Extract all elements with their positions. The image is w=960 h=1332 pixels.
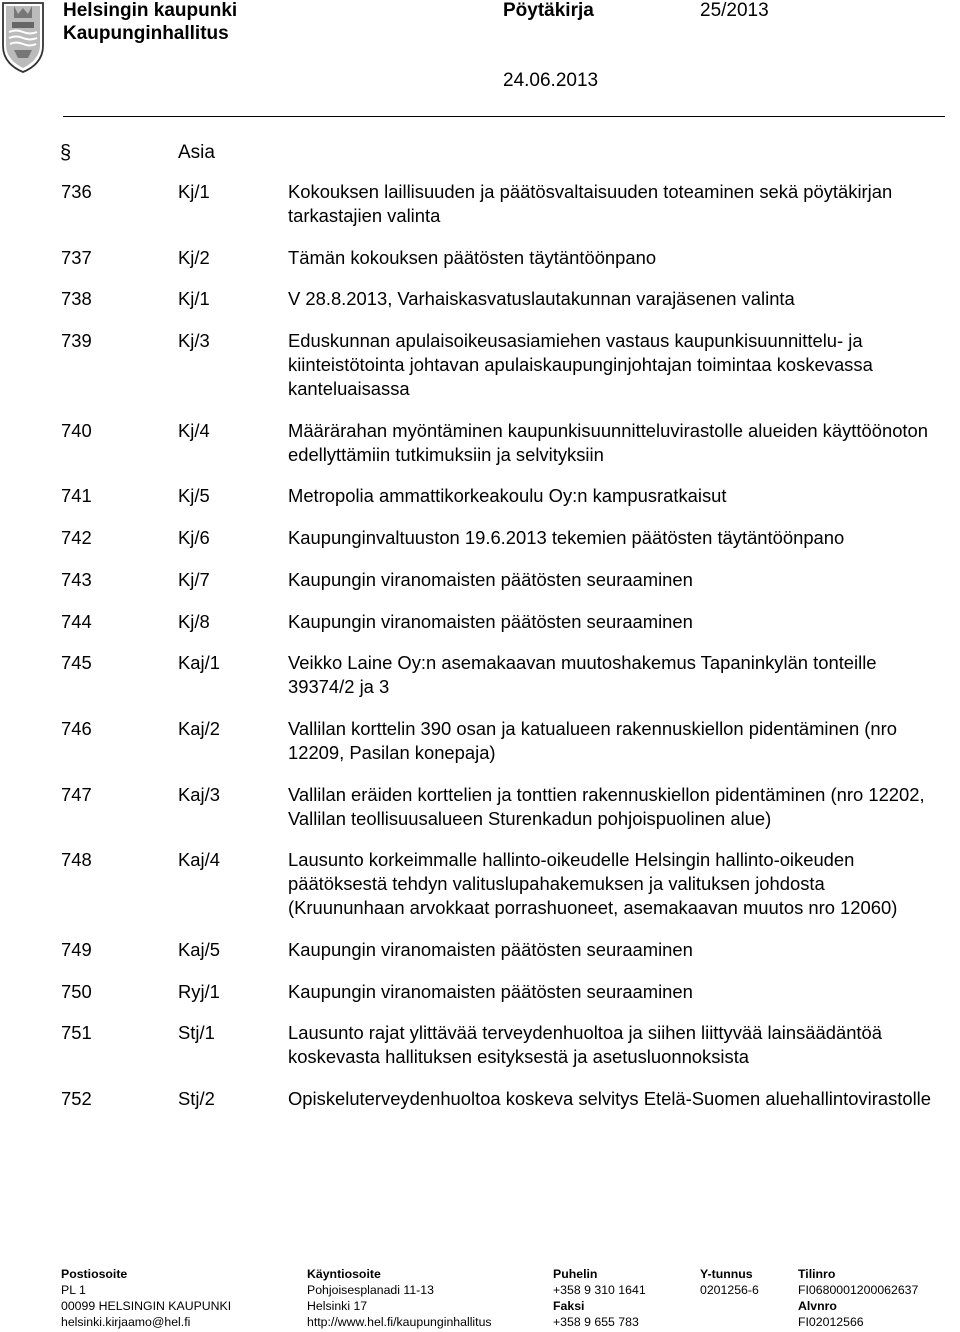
agenda-item-title: Veikko Laine Oy:n asemakaavan muutoshakemus Tapaninkylän tonteille 39374/2 ja 3: [288, 652, 877, 698]
agenda-item: [0, 526, 960, 550]
agenda-item-code: Kj/1: [178, 288, 210, 310]
footer-visiting-address: [307, 1266, 492, 1330]
agenda-item-code: Kaj/4: [178, 849, 220, 871]
agenda-item-code: Kaj/2: [178, 717, 220, 739]
agenda-item-number: 741: [61, 485, 92, 507]
agenda-item-code: Kj/4: [178, 419, 210, 441]
document-number: 25/2013: [700, 0, 769, 21]
footer-heading-phone: Puhelin: [553, 1267, 598, 1281]
footer-postal-line: 00099 HELSINGIN KAUPUNKI: [61, 1299, 232, 1313]
agenda-item-title: Kaupungin viranomaisten päätösten seuraaminen: [288, 938, 693, 960]
agenda-item-number: 739: [61, 330, 92, 352]
agenda-item-title: V 28.8.2013, Varhaiskasvatuslautakunnan varajäsenen valinta: [288, 288, 795, 310]
agenda-item-title: Opiskeluterveydenhuoltoa koskeva selvitys Etelä-Suomen aluehallintovirastolle: [288, 1088, 931, 1109]
agenda-item-number: 747: [61, 783, 92, 805]
section-sign: §: [60, 142, 72, 164]
agenda-item-number: 736: [61, 181, 92, 202]
agenda-item-number: 748: [61, 849, 92, 871]
footer-heading-postal: Postiosoite: [61, 1267, 128, 1281]
agenda-item-title: Kaupunginvaltuuston 19.6.2013 tekemien päätösten täytäntöönpano: [288, 527, 845, 549]
agenda-item: [0, 980, 960, 1004]
footer-business-id-value: 0201256-6: [700, 1283, 759, 1297]
agenda-list: [0, 180, 960, 1129]
footer-visit-line: Helsinki 17: [307, 1299, 368, 1313]
agenda-item-code: Kj/1: [178, 181, 210, 202]
agenda-item-number: 740: [61, 419, 92, 441]
agenda-item-code: Kj/3: [178, 330, 210, 352]
footer-heading-account: Tilinro: [798, 1267, 836, 1281]
agenda-item-code: Kj/8: [178, 610, 210, 632]
agenda-item: [0, 651, 960, 699]
agenda-item: [0, 287, 960, 311]
agenda-item-title: Kokouksen laillisuuden ja päätösvaltaisuuden toteaminen sekä pöytäkirjan tarkastajien valinta: [288, 181, 893, 226]
agenda-item-title: Kaupungin viranomaisten päätösten seuraaminen: [288, 568, 693, 590]
agenda-item-title: Vallilan korttelin 390 osan ja katualueen rakennuskiellon pidentäminen (nro 12209, Pasilan konepaja): [288, 717, 897, 763]
meeting-date: 24.06.2013: [503, 70, 599, 91]
agenda-item-number: 742: [61, 527, 92, 549]
footer-postal-address: [61, 1266, 231, 1330]
footer-email-link[interactable]: helsinki.kirjaamo@hel.fi: [61, 1315, 191, 1329]
agenda-item-number: 750: [61, 980, 92, 1002]
agenda-item: [0, 783, 960, 831]
agenda-item-number: 745: [61, 652, 92, 674]
agenda-item: [0, 848, 960, 920]
agenda-item-number: 744: [61, 610, 92, 632]
agenda-item-number: 737: [61, 246, 92, 268]
column-heading-subject: Asia: [178, 142, 215, 163]
agenda-item-code: Stj/2: [178, 1088, 215, 1109]
agenda-item: [0, 1021, 960, 1069]
helsinki-coat-of-arms-logo: [0, 0, 46, 74]
footer-business-id: [700, 1266, 759, 1298]
agenda-item-code: Kj/2: [178, 246, 210, 268]
footer-heading-fax: Faksi: [553, 1299, 585, 1313]
document-type: Pöytäkirja: [503, 0, 594, 21]
footer-phone: [553, 1266, 646, 1330]
footer-account-value: FI0680001200062637: [798, 1283, 919, 1297]
agenda-item: [0, 938, 960, 962]
agenda-item-number: 752: [61, 1088, 92, 1109]
agenda-item: [0, 610, 960, 634]
organization-name: Helsingin kaupunki: [63, 0, 238, 21]
footer-vat-value: FI02012566: [798, 1315, 864, 1329]
agenda-item: [0, 180, 960, 228]
agenda-item-number: 743: [61, 568, 92, 590]
footer-fax-number: +358 9 655 783: [553, 1315, 639, 1329]
agenda-item-title: Vallilan eräiden korttelien ja tonttien rakennuskiellon pidentäminen (nro 12202, Vallilan teollisuusalueen Sturenkadun pohjoispuolinen alue): [288, 783, 925, 829]
agenda-item-code: Kaj/5: [178, 938, 220, 960]
agenda-item-title: Lausunto rajat ylittävää terveydenhuoltoa ja siihen liittyvää lainsäädäntöä koskevasta hallituksen esityksestä ja asetusluonnoksista: [288, 1022, 882, 1068]
footer-heading-business-id: Y-tunnus: [700, 1267, 753, 1281]
agenda-item-title: Eduskunnan apulaisoikeusasiamiehen vastaus kaupunkisuunnittelu- ja kiinteistötointa johtavan apulaiskaupunginjohtajan toimintaa koskevassa kanteluaisassa: [288, 330, 873, 400]
footer-website-link[interactable]: http://www.hel.fi/kaupunginhallitus: [307, 1315, 492, 1329]
agenda-item-title: Tämän kokouksen päätösten täytäntöönpano: [288, 246, 657, 268]
agenda-item: [0, 1087, 960, 1111]
agenda-item-number: 749: [61, 938, 92, 960]
agenda-item-code: Kj/5: [178, 485, 210, 507]
agenda-item: [0, 329, 960, 401]
agenda-item-number: 746: [61, 717, 92, 739]
footer-visit-line: Pohjoisesplanadi 11-13: [307, 1283, 434, 1297]
footer-heading-vat: Alvnro: [798, 1299, 837, 1313]
agenda-item-number: 751: [61, 1022, 92, 1044]
footer-account: [798, 1266, 918, 1330]
agenda-item-title: Määrärahan myöntäminen kaupunkisuunnitteluvirastolle alueiden käyttöönoton edellyttämiin tutkimuksiin ja selvityksiin: [288, 419, 928, 465]
agenda-item: [0, 484, 960, 508]
agenda-item-code: Kj/6: [178, 527, 210, 549]
agenda-item-code: Kj/7: [178, 568, 210, 590]
agenda-item: [0, 246, 960, 270]
header-divider: [63, 116, 945, 117]
agenda-item-title: Kaupungin viranomaisten päätösten seuraaminen: [288, 980, 693, 1002]
agenda-item-code: Kaj/3: [178, 783, 220, 805]
agenda-item-code: Kaj/1: [178, 652, 220, 674]
footer-phone-number: +358 9 310 1641: [553, 1283, 646, 1297]
agenda-item-code: Ryj/1: [178, 980, 220, 1002]
footer-heading-visit: Käyntiosoite: [307, 1267, 381, 1281]
footer-postal-line: PL 1: [61, 1283, 86, 1297]
agenda-item-title: Kaupungin viranomaisten päätösten seuraaminen: [288, 610, 693, 632]
agenda-item: [0, 419, 960, 467]
agenda-item-code: Stj/1: [178, 1022, 215, 1044]
agenda-item: [0, 568, 960, 592]
body-name: Kaupunginhallitus: [63, 23, 229, 44]
agenda-item: [0, 717, 960, 765]
agenda-item-title: Metropolia ammattikorkeakoulu Oy:n kampusratkaisut: [288, 485, 727, 507]
agenda-item-number: 738: [61, 288, 92, 310]
agenda-item-title: Lausunto korkeimmalle hallinto-oikeudelle Helsingin hallinto-oikeuden päätöksestä tehdyn valituslupahakemuksen ja valituksen johdosta (Kruununhaan arvokkaat porrashuoneet, asemakaavan muutos nro 12060): [288, 849, 898, 919]
